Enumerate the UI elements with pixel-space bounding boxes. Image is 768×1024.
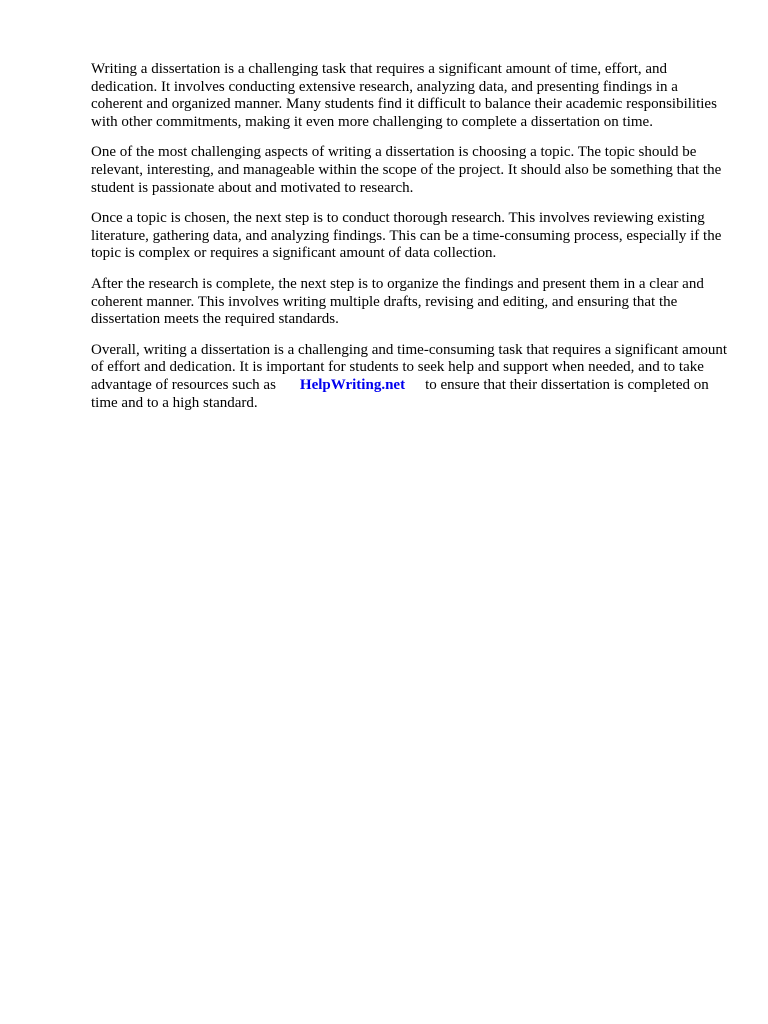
- paragraph-conclusion: [91, 342, 731, 412]
- document-body: [91, 61, 731, 425]
- paragraph-intro: Writing a dissertation is a challenging task that requires a significant amount of time, effort, and dedication. It involves conducting extensive research, analyzing data, and presenting findings in a coherent and organized manner. Many students find it difficult to balance their academic responsibilities with other commitments, making it even more challenging to complete a dissertation on time.: [91, 61, 717, 130]
- paragraph-topic: One of the most challenging aspects of writing a dissertation is choosing a topic. The topic should be relevant, interesting, and manageable within the scope of the project. It should also be something that the student is passionate about and motivated to research.: [91, 144, 722, 196]
- paragraph-organize: After the research is complete, the next step is to organize the findings and present them in a clear and coherent manner. This involves writing multiple drafts, revising and editing, and ensuring that the dissertation meets the required standards.: [91, 275, 704, 328]
- conclusion-text-after-link: to ensure that their dissertation is completed on time and to a high standard.: [91, 376, 709, 411]
- conclusion-text-before-link: Overall, writing a dissertation is a challenging and time-consuming task that requires a significant amount of effort and dedication. It is important for students to seek help and support when needed, and to take advantage of resources such as: [91, 341, 728, 393]
- paragraph-research: Once a topic is chosen, the next step is to conduct thorough research. This involves reviewing existing literature, gathering data, and analyzing findings. This can be a time-consuming process, especially if the topic is complex or requires a significant amount of data collection.: [91, 210, 722, 262]
- helpwriting-link[interactable]: HelpWriting.net: [299, 376, 406, 393]
